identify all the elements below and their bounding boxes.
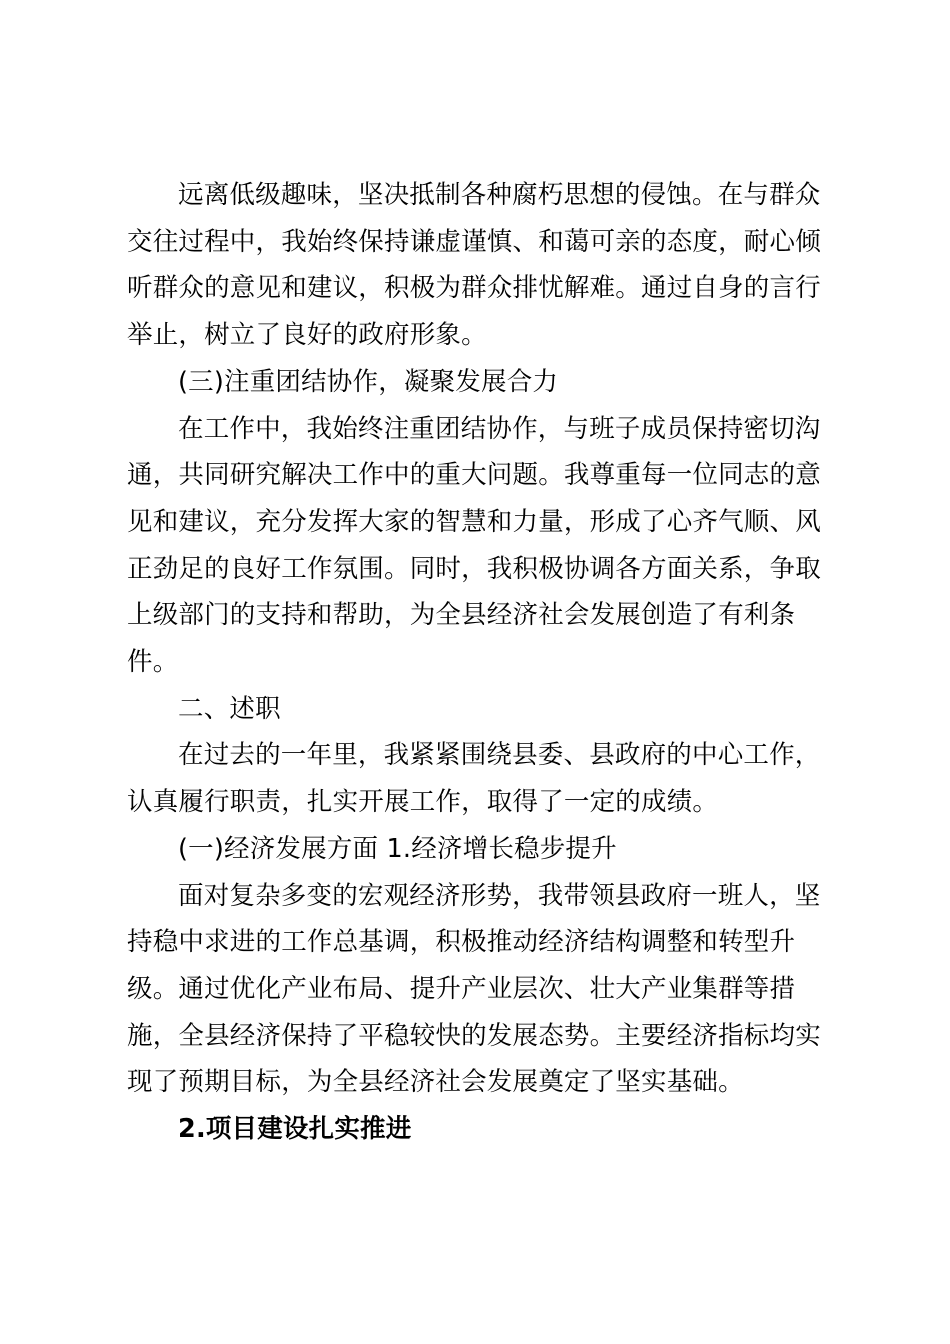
text-line: 现了预期目标，为全县经济社会发展奠定了坚实基础。 bbox=[127, 1067, 744, 1098]
section-heading bbox=[127, 359, 827, 406]
text-line: 上级部门的支持和帮助，为全县经济社会发展创造了有利条 bbox=[127, 600, 796, 631]
section-heading bbox=[127, 826, 827, 873]
text-line: 施，全县经济保持了平稳较快的发展态势。主要经济指标均实 bbox=[127, 1020, 821, 1051]
text-line: 级。通过优化产业布局、提升产业层次、壮大产业集群等措 bbox=[127, 973, 796, 1004]
section-heading bbox=[127, 686, 827, 733]
paragraph bbox=[127, 172, 827, 359]
paragraph bbox=[127, 406, 827, 686]
text-line: 认真履行职责，扎实开展工作，取得了一定的成绩。 bbox=[127, 787, 719, 818]
text-line: (一)经济发展方面 1.经济增长稳步提升 bbox=[178, 833, 617, 864]
text-line: 见和建议，充分发挥大家的智慧和力量，形成了心齐气顺、风 bbox=[127, 506, 821, 537]
subsection-heading bbox=[127, 1106, 827, 1153]
text-line: 持稳中求进的工作总基调，积极推动经济结构调整和转型升 bbox=[127, 927, 796, 958]
paragraph bbox=[127, 732, 827, 825]
text-line: 远离低级趣味，坚决抵制各种腐朽思想的侵蚀。在与群众 bbox=[178, 180, 821, 210]
text-line: 通，共同研究解决工作中的重大问题。我尊重每一位同志的意 bbox=[127, 460, 821, 491]
text-line: 面对复杂多变的宏观经济形势，我带领县政府一班人，坚 bbox=[178, 880, 821, 911]
text-line: 在过去的一年里，我紧紧围绕县委、县政府的中心工作， bbox=[178, 740, 821, 771]
text-line: 二、述职 bbox=[178, 693, 281, 724]
document-body bbox=[127, 172, 827, 1153]
text-line: 交往过程中，我始终保持谦虚谨慎、和蔼可亲的态度，耐心倾 bbox=[127, 226, 821, 257]
text-line: 听群众的意见和建议，积极为群众排忧解难。通过自身的言行 bbox=[127, 273, 821, 304]
text-line: (三)注重团结协作，凝聚发展合力 bbox=[178, 366, 559, 397]
paragraph bbox=[127, 873, 827, 1107]
text-line: 正劲足的良好工作氛围。同时，我积极协调各方面关系，争取 bbox=[127, 553, 821, 584]
text-line: 在工作中，我始终注重团结协作，与班子成员保持密切沟 bbox=[178, 413, 821, 444]
text-line: 2.项目建设扎实推进 bbox=[178, 1114, 412, 1145]
text-line: 件。 bbox=[127, 647, 179, 678]
text-line: 举止，树立了良好的政府形象。 bbox=[127, 320, 487, 351]
